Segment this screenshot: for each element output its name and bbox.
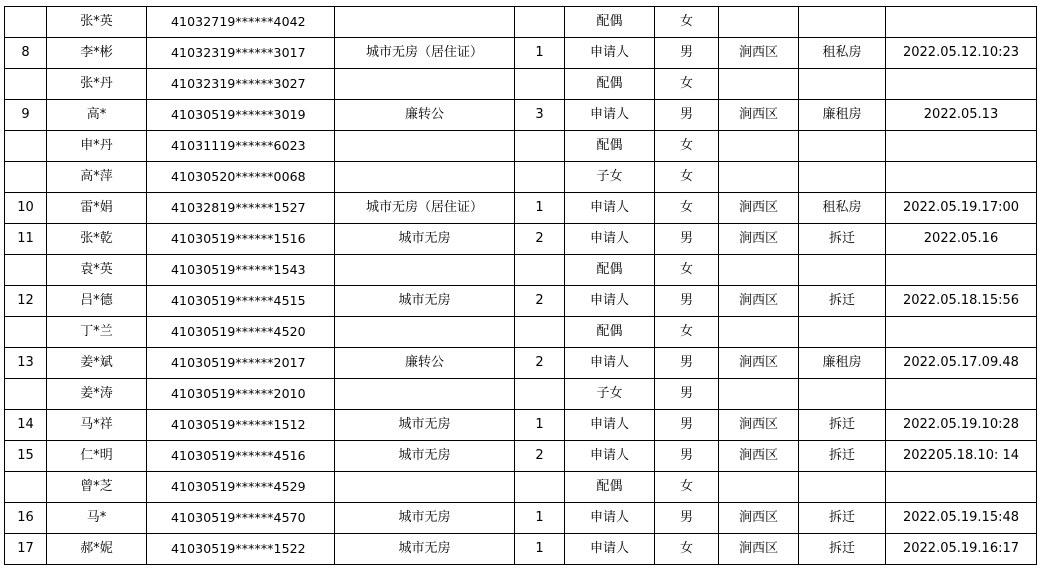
cell-relation: 配偶 bbox=[565, 317, 655, 348]
cell-family-size: 1 bbox=[515, 193, 565, 224]
cell-family-size: 2 bbox=[515, 441, 565, 472]
cell-family-size bbox=[515, 162, 565, 193]
cell-id-number: 41030519******4520 bbox=[147, 317, 335, 348]
cell-type: 城市无房 bbox=[335, 503, 515, 534]
table-row bbox=[5, 131, 1037, 162]
table-row bbox=[5, 255, 1037, 286]
cell-id-number: 41030519******4515 bbox=[147, 286, 335, 317]
cell-relation: 子女 bbox=[565, 162, 655, 193]
cell-time bbox=[886, 162, 1037, 193]
cell-housing: 廉租房 bbox=[799, 100, 886, 131]
cell-type: 城市无房 bbox=[335, 534, 515, 565]
cell-district bbox=[719, 255, 799, 286]
cell-district bbox=[719, 317, 799, 348]
cell-gender: 女 bbox=[655, 534, 719, 565]
cell-district bbox=[719, 472, 799, 503]
cell-id-number: 41030519******2017 bbox=[147, 348, 335, 379]
cell-district bbox=[719, 379, 799, 410]
table-row bbox=[5, 162, 1037, 193]
cell-time: 2022.05.19.10:28 bbox=[886, 410, 1037, 441]
cell-gender: 男 bbox=[655, 503, 719, 534]
cell-id-number: 41030519******4570 bbox=[147, 503, 335, 534]
cell-relation: 申请人 bbox=[565, 100, 655, 131]
cell-name: 姜*涛 bbox=[47, 379, 147, 410]
cell-type bbox=[335, 69, 515, 100]
cell-id-number: 41030519******1522 bbox=[147, 534, 335, 565]
cell-gender: 男 bbox=[655, 38, 719, 69]
cell-family-size bbox=[515, 69, 565, 100]
cell-gender: 女 bbox=[655, 193, 719, 224]
cell-id-number: 41030519******2010 bbox=[147, 379, 335, 410]
cell-family-size bbox=[515, 255, 565, 286]
cell-no: 17 bbox=[5, 534, 47, 565]
table-body bbox=[5, 7, 1037, 565]
cell-name: 李*彬 bbox=[47, 38, 147, 69]
table-row bbox=[5, 69, 1037, 100]
cell-no bbox=[5, 472, 47, 503]
cell-district bbox=[719, 162, 799, 193]
cell-gender: 女 bbox=[655, 162, 719, 193]
cell-no: 14 bbox=[5, 410, 47, 441]
cell-housing: 拆迁 bbox=[799, 286, 886, 317]
cell-id-number: 41030520******0068 bbox=[147, 162, 335, 193]
cell-name: 高* bbox=[47, 100, 147, 131]
cell-id-number: 41032819******1527 bbox=[147, 193, 335, 224]
cell-gender: 男 bbox=[655, 224, 719, 255]
cell-id-number: 41030519******1543 bbox=[147, 255, 335, 286]
table-row bbox=[5, 534, 1037, 565]
cell-type: 廉转公 bbox=[335, 348, 515, 379]
cell-family-size bbox=[515, 317, 565, 348]
cell-id-number: 41030519******3019 bbox=[147, 100, 335, 131]
table-row bbox=[5, 193, 1037, 224]
cell-housing: 拆迁 bbox=[799, 441, 886, 472]
cell-id-number: 41031119******6023 bbox=[147, 131, 335, 162]
cell-type bbox=[335, 131, 515, 162]
cell-housing bbox=[799, 131, 886, 162]
cell-name: 雷*娟 bbox=[47, 193, 147, 224]
cell-housing bbox=[799, 255, 886, 286]
cell-type: 城市无房（居住证） bbox=[335, 193, 515, 224]
cell-no bbox=[5, 69, 47, 100]
cell-relation: 配偶 bbox=[565, 131, 655, 162]
cell-district bbox=[719, 69, 799, 100]
cell-time bbox=[886, 472, 1037, 503]
cell-name: 申*丹 bbox=[47, 131, 147, 162]
cell-relation: 申请人 bbox=[565, 441, 655, 472]
cell-gender: 男 bbox=[655, 441, 719, 472]
cell-district: 涧西区 bbox=[719, 193, 799, 224]
cell-type: 廉转公 bbox=[335, 100, 515, 131]
cell-no bbox=[5, 162, 47, 193]
cell-relation: 配偶 bbox=[565, 472, 655, 503]
table-row bbox=[5, 348, 1037, 379]
cell-gender: 女 bbox=[655, 131, 719, 162]
cell-gender: 女 bbox=[655, 317, 719, 348]
cell-name: 袁*英 bbox=[47, 255, 147, 286]
table-row bbox=[5, 7, 1037, 38]
cell-district: 涧西区 bbox=[719, 503, 799, 534]
cell-id-number: 41032319******3017 bbox=[147, 38, 335, 69]
cell-relation: 申请人 bbox=[565, 193, 655, 224]
cell-district bbox=[719, 7, 799, 38]
cell-relation: 配偶 bbox=[565, 69, 655, 100]
table-row bbox=[5, 100, 1037, 131]
cell-gender: 女 bbox=[655, 7, 719, 38]
cell-time: 2022.05.18.15:56 bbox=[886, 286, 1037, 317]
cell-time bbox=[886, 7, 1037, 38]
cell-gender: 男 bbox=[655, 286, 719, 317]
table-row bbox=[5, 224, 1037, 255]
cell-name: 高*萍 bbox=[47, 162, 147, 193]
cell-no: 9 bbox=[5, 100, 47, 131]
cell-time bbox=[886, 317, 1037, 348]
cell-relation: 申请人 bbox=[565, 410, 655, 441]
table-row bbox=[5, 410, 1037, 441]
cell-gender: 男 bbox=[655, 379, 719, 410]
cell-gender: 女 bbox=[655, 255, 719, 286]
cell-housing bbox=[799, 379, 886, 410]
cell-family-size: 1 bbox=[515, 410, 565, 441]
table-row bbox=[5, 317, 1037, 348]
cell-gender: 男 bbox=[655, 348, 719, 379]
cell-family-size bbox=[515, 131, 565, 162]
cell-district: 涧西区 bbox=[719, 410, 799, 441]
cell-no: 13 bbox=[5, 348, 47, 379]
cell-district: 涧西区 bbox=[719, 38, 799, 69]
cell-type bbox=[335, 255, 515, 286]
cell-id-number: 41032319******3027 bbox=[147, 69, 335, 100]
cell-relation: 申请人 bbox=[565, 286, 655, 317]
cell-relation: 申请人 bbox=[565, 534, 655, 565]
cell-time: 2022.05.16 bbox=[886, 224, 1037, 255]
cell-id-number: 41030519******4529 bbox=[147, 472, 335, 503]
cell-type bbox=[335, 162, 515, 193]
table-row bbox=[5, 441, 1037, 472]
cell-type bbox=[335, 317, 515, 348]
table-row bbox=[5, 286, 1037, 317]
cell-type: 城市无房（居住证） bbox=[335, 38, 515, 69]
cell-relation: 配偶 bbox=[565, 255, 655, 286]
cell-gender: 男 bbox=[655, 410, 719, 441]
cell-time bbox=[886, 379, 1037, 410]
cell-family-size bbox=[515, 7, 565, 38]
cell-name: 吕*德 bbox=[47, 286, 147, 317]
cell-district bbox=[719, 131, 799, 162]
cell-name: 马*祥 bbox=[47, 410, 147, 441]
cell-family-size: 1 bbox=[515, 503, 565, 534]
cell-time: 2022.05.19.16:17 bbox=[886, 534, 1037, 565]
cell-id-number: 41030519******1516 bbox=[147, 224, 335, 255]
table-row bbox=[5, 38, 1037, 69]
cell-type bbox=[335, 472, 515, 503]
cell-housing: 租私房 bbox=[799, 193, 886, 224]
cell-time bbox=[886, 131, 1037, 162]
table-row bbox=[5, 472, 1037, 503]
cell-type: 城市无房 bbox=[335, 441, 515, 472]
cell-family-size: 2 bbox=[515, 224, 565, 255]
cell-district: 涧西区 bbox=[719, 286, 799, 317]
cell-time: 2022.05.19.17:00 bbox=[886, 193, 1037, 224]
applicant-table bbox=[4, 6, 1037, 565]
cell-family-size bbox=[515, 472, 565, 503]
cell-family-size: 2 bbox=[515, 348, 565, 379]
cell-family-size: 1 bbox=[515, 38, 565, 69]
cell-housing: 廉租房 bbox=[799, 348, 886, 379]
cell-family-size bbox=[515, 379, 565, 410]
cell-time: 2022.05.17.09.48 bbox=[886, 348, 1037, 379]
cell-time: 2022.05.13 bbox=[886, 100, 1037, 131]
cell-relation: 申请人 bbox=[565, 224, 655, 255]
cell-district: 涧西区 bbox=[719, 348, 799, 379]
cell-gender: 女 bbox=[655, 69, 719, 100]
cell-time: 2022.05.19.15:48 bbox=[886, 503, 1037, 534]
cell-no bbox=[5, 255, 47, 286]
cell-name: 姜*斌 bbox=[47, 348, 147, 379]
cell-time: 2022.05.12.10:23 bbox=[886, 38, 1037, 69]
cell-name: 张*英 bbox=[47, 7, 147, 38]
cell-name: 曾*芝 bbox=[47, 472, 147, 503]
table-row bbox=[5, 379, 1037, 410]
cell-housing: 租私房 bbox=[799, 38, 886, 69]
cell-no: 11 bbox=[5, 224, 47, 255]
cell-time: 202205.18.10: 14 bbox=[886, 441, 1037, 472]
cell-name: 张*丹 bbox=[47, 69, 147, 100]
cell-no bbox=[5, 7, 47, 38]
cell-housing: 拆迁 bbox=[799, 534, 886, 565]
cell-housing bbox=[799, 317, 886, 348]
cell-no: 12 bbox=[5, 286, 47, 317]
cell-relation: 申请人 bbox=[565, 503, 655, 534]
cell-id-number: 41032719******4042 bbox=[147, 7, 335, 38]
cell-family-size: 2 bbox=[515, 286, 565, 317]
cell-housing bbox=[799, 472, 886, 503]
cell-no: 16 bbox=[5, 503, 47, 534]
cell-time bbox=[886, 69, 1037, 100]
table-row bbox=[5, 503, 1037, 534]
cell-name: 丁*兰 bbox=[47, 317, 147, 348]
cell-housing bbox=[799, 69, 886, 100]
cell-housing: 拆迁 bbox=[799, 224, 886, 255]
cell-district: 涧西区 bbox=[719, 534, 799, 565]
cell-district: 涧西区 bbox=[719, 441, 799, 472]
cell-no bbox=[5, 131, 47, 162]
cell-time bbox=[886, 255, 1037, 286]
cell-no bbox=[5, 317, 47, 348]
cell-no: 15 bbox=[5, 441, 47, 472]
cell-relation: 申请人 bbox=[565, 38, 655, 69]
cell-no: 8 bbox=[5, 38, 47, 69]
table-container bbox=[4, 6, 1037, 565]
cell-housing: 拆迁 bbox=[799, 503, 886, 534]
cell-id-number: 41030519******1512 bbox=[147, 410, 335, 441]
cell-type: 城市无房 bbox=[335, 224, 515, 255]
cell-name: 马* bbox=[47, 503, 147, 534]
cell-relation: 子女 bbox=[565, 379, 655, 410]
cell-type: 城市无房 bbox=[335, 410, 515, 441]
cell-relation: 申请人 bbox=[565, 348, 655, 379]
cell-type bbox=[335, 7, 515, 38]
cell-housing: 拆迁 bbox=[799, 410, 886, 441]
cell-gender: 女 bbox=[655, 472, 719, 503]
cell-relation: 配偶 bbox=[565, 7, 655, 38]
cell-no bbox=[5, 379, 47, 410]
cell-name: 郝*妮 bbox=[47, 534, 147, 565]
cell-type bbox=[335, 379, 515, 410]
cell-housing bbox=[799, 162, 886, 193]
cell-housing bbox=[799, 7, 886, 38]
cell-gender: 男 bbox=[655, 100, 719, 131]
cell-family-size: 3 bbox=[515, 100, 565, 131]
cell-id-number: 41030519******4516 bbox=[147, 441, 335, 472]
cell-district: 涧西区 bbox=[719, 224, 799, 255]
cell-name: 张*乾 bbox=[47, 224, 147, 255]
cell-no: 10 bbox=[5, 193, 47, 224]
cell-name: 仁*明 bbox=[47, 441, 147, 472]
cell-family-size: 1 bbox=[515, 534, 565, 565]
cell-district: 涧西区 bbox=[719, 100, 799, 131]
cell-type: 城市无房 bbox=[335, 286, 515, 317]
